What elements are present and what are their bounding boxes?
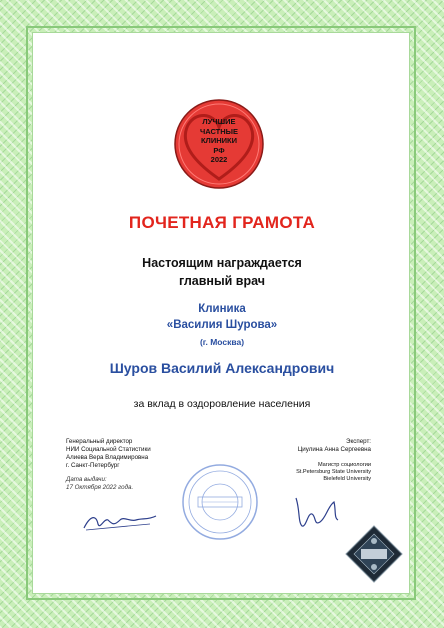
signatory-city: г. Санкт-Петербург xyxy=(66,462,120,469)
hologram-sticker-icon xyxy=(345,525,403,583)
clinic-name: «Василия Шурова» xyxy=(166,319,278,331)
expert-signature-icon xyxy=(290,492,342,532)
right-signatory xyxy=(221,438,371,454)
signatory-role: Генеральный директор xyxy=(66,438,133,445)
expert-role: Эксперт: xyxy=(346,438,371,445)
official-stamp-icon xyxy=(180,462,260,542)
recipient-name: Шуров Василий Александрович xyxy=(109,360,335,376)
director-signature-icon xyxy=(80,508,160,534)
expert-degree: Магистр социологии xyxy=(317,462,371,468)
expert-university-1: St.Petersburg State University xyxy=(296,469,371,475)
expert-university-2: Bielefeld University xyxy=(323,476,371,482)
certificate-title: ПОЧЕТНАЯ ГРАМОТА xyxy=(128,213,316,232)
logo-line: 2022 xyxy=(210,155,228,164)
award-logo xyxy=(170,99,268,189)
award-reason: за вклад в оздоровление населения xyxy=(133,398,311,410)
award-position: главный врач xyxy=(178,274,266,288)
logo-line: КЛИНИКИ xyxy=(200,136,237,145)
signatory-organization: НИИ Социальной Статистики xyxy=(66,446,151,453)
logo-line: РФ xyxy=(213,145,225,155)
signatory-name: Алиева Вера Владимировна xyxy=(66,454,149,461)
clinic-label: Клиника xyxy=(198,303,246,315)
expert-name: Циулина Анна Сергеевна xyxy=(297,446,371,453)
logo-text xyxy=(170,117,268,165)
issue-date: 17 Октября 2022 года. xyxy=(66,484,134,491)
issue-date-block xyxy=(66,476,133,492)
logo-line: ЛУЧШИЕ xyxy=(202,117,236,126)
clinic-city: (г. Москва) xyxy=(199,337,245,347)
award-intro: Настоящим награждается xyxy=(142,256,302,270)
logo-line: ЧАСТНЫЕ xyxy=(199,126,239,136)
issue-date-label: Дата выдачи: xyxy=(66,476,107,483)
